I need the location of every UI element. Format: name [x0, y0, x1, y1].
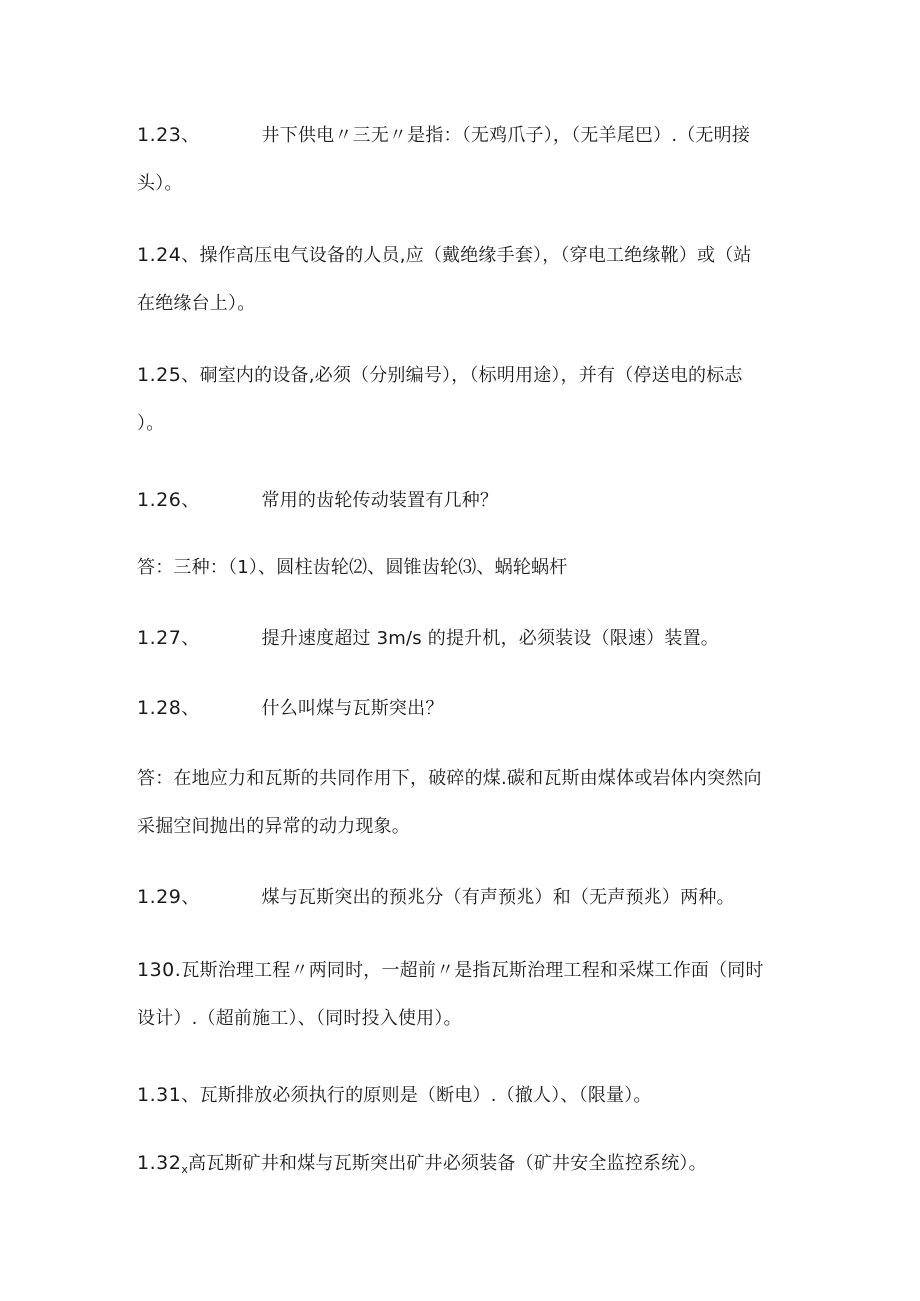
answer-1-26: [137, 556, 567, 580]
answer-text: 答：三种：（1）、圆柱齿轮⑵、圆锥齿轮⑶、蜗轮蜗杆: [137, 557, 568, 578]
item-text: 煤与瓦斯突出的预兆分（有声预兆）和（无声预兆）两种。: [261, 887, 735, 908]
item-number: 1.24: [137, 244, 182, 266]
item-text: 井下供电〃三无〃是指：（无鸡爪子），（无羊尾巴）.（无明接: [261, 125, 751, 146]
item-text-continued: 头）。: [137, 173, 183, 194]
item-text: 常用的齿轮传动装置有几种？: [261, 490, 499, 511]
item-separator: 、: [181, 245, 200, 266]
answer-text-continued: 采掘空间抛出的异常的动力现象。: [137, 816, 410, 837]
item-1-28: [137, 696, 444, 721]
item-1-25-continued: [137, 412, 164, 436]
answer-1-28: [137, 767, 762, 791]
item-text-continued: ）。: [137, 413, 165, 434]
item-separator: 、: [181, 490, 200, 511]
item-number: 1.32: [137, 1152, 182, 1174]
item-separator: 、: [181, 1085, 200, 1106]
item-number: 1.28: [137, 697, 182, 719]
item-number: 1.23: [137, 124, 182, 146]
item-1-30-continued: [137, 1007, 462, 1031]
item-number: 1.31: [137, 1084, 182, 1106]
answer-text: 答：在地应力和瓦斯的共同作用下，破碎的煤.碳和瓦斯由煤体或岩体内突然向: [137, 768, 762, 789]
item-text-continued: 设计）.（超前施工）、（同时投入使用）。: [137, 1008, 462, 1029]
item-number: 1.26: [137, 489, 182, 511]
item-1-23: [137, 123, 750, 148]
item-number: 1.29: [137, 886, 182, 908]
item-number: 130.: [137, 959, 182, 981]
item-1-24: [137, 243, 752, 268]
item-1-29: [137, 885, 735, 910]
item-separator: 、: [181, 125, 200, 146]
item-separator: 、: [181, 628, 200, 649]
item-text: 什么叫煤与瓦斯突出？: [261, 698, 444, 719]
item-text: 高瓦斯矿井和煤与瓦斯突出矿井必须装备（矿井安全监控系统）。: [188, 1153, 707, 1174]
item-text: 操作高压电气设备的人员,应（戴绝缘手套），（穿电工绝缘靴）或（站: [199, 245, 752, 266]
item-number: 1.27: [137, 627, 182, 649]
item-text-continued: 在绝缘台上）。: [137, 293, 256, 314]
item-text: 提升速度超过 3m∕s 的提升机，必须装设（限速）装置。: [261, 628, 719, 649]
item-1-26: [137, 488, 498, 513]
item-number: 1.25: [137, 364, 182, 386]
item-1-30: [137, 958, 764, 983]
item-text: 瓦斯排放必须执行的原则是（断电）.（撤人）、（限量）。: [199, 1085, 652, 1106]
item-1-23-continued: [137, 172, 183, 196]
item-text: 瓦斯治理工程〃两同时，一超前〃是指瓦斯治理工程和采煤工作面（同时: [181, 960, 764, 981]
item-1-27: [137, 626, 719, 651]
answer-1-28-continued: [137, 815, 410, 839]
item-1-32: [137, 1151, 707, 1182]
item-text: 硐室内的设备,必须（分别编号），（标明用途），并有（停送电的标志: [199, 365, 743, 386]
item-1-24-continued: [137, 292, 255, 316]
item-separator: 、: [181, 365, 200, 386]
item-1-31: [137, 1083, 652, 1108]
item-separator: 、: [181, 887, 200, 908]
item-separator: 、: [181, 698, 200, 719]
item-subscript: x: [181, 1163, 189, 1176]
item-1-25: [137, 363, 743, 388]
